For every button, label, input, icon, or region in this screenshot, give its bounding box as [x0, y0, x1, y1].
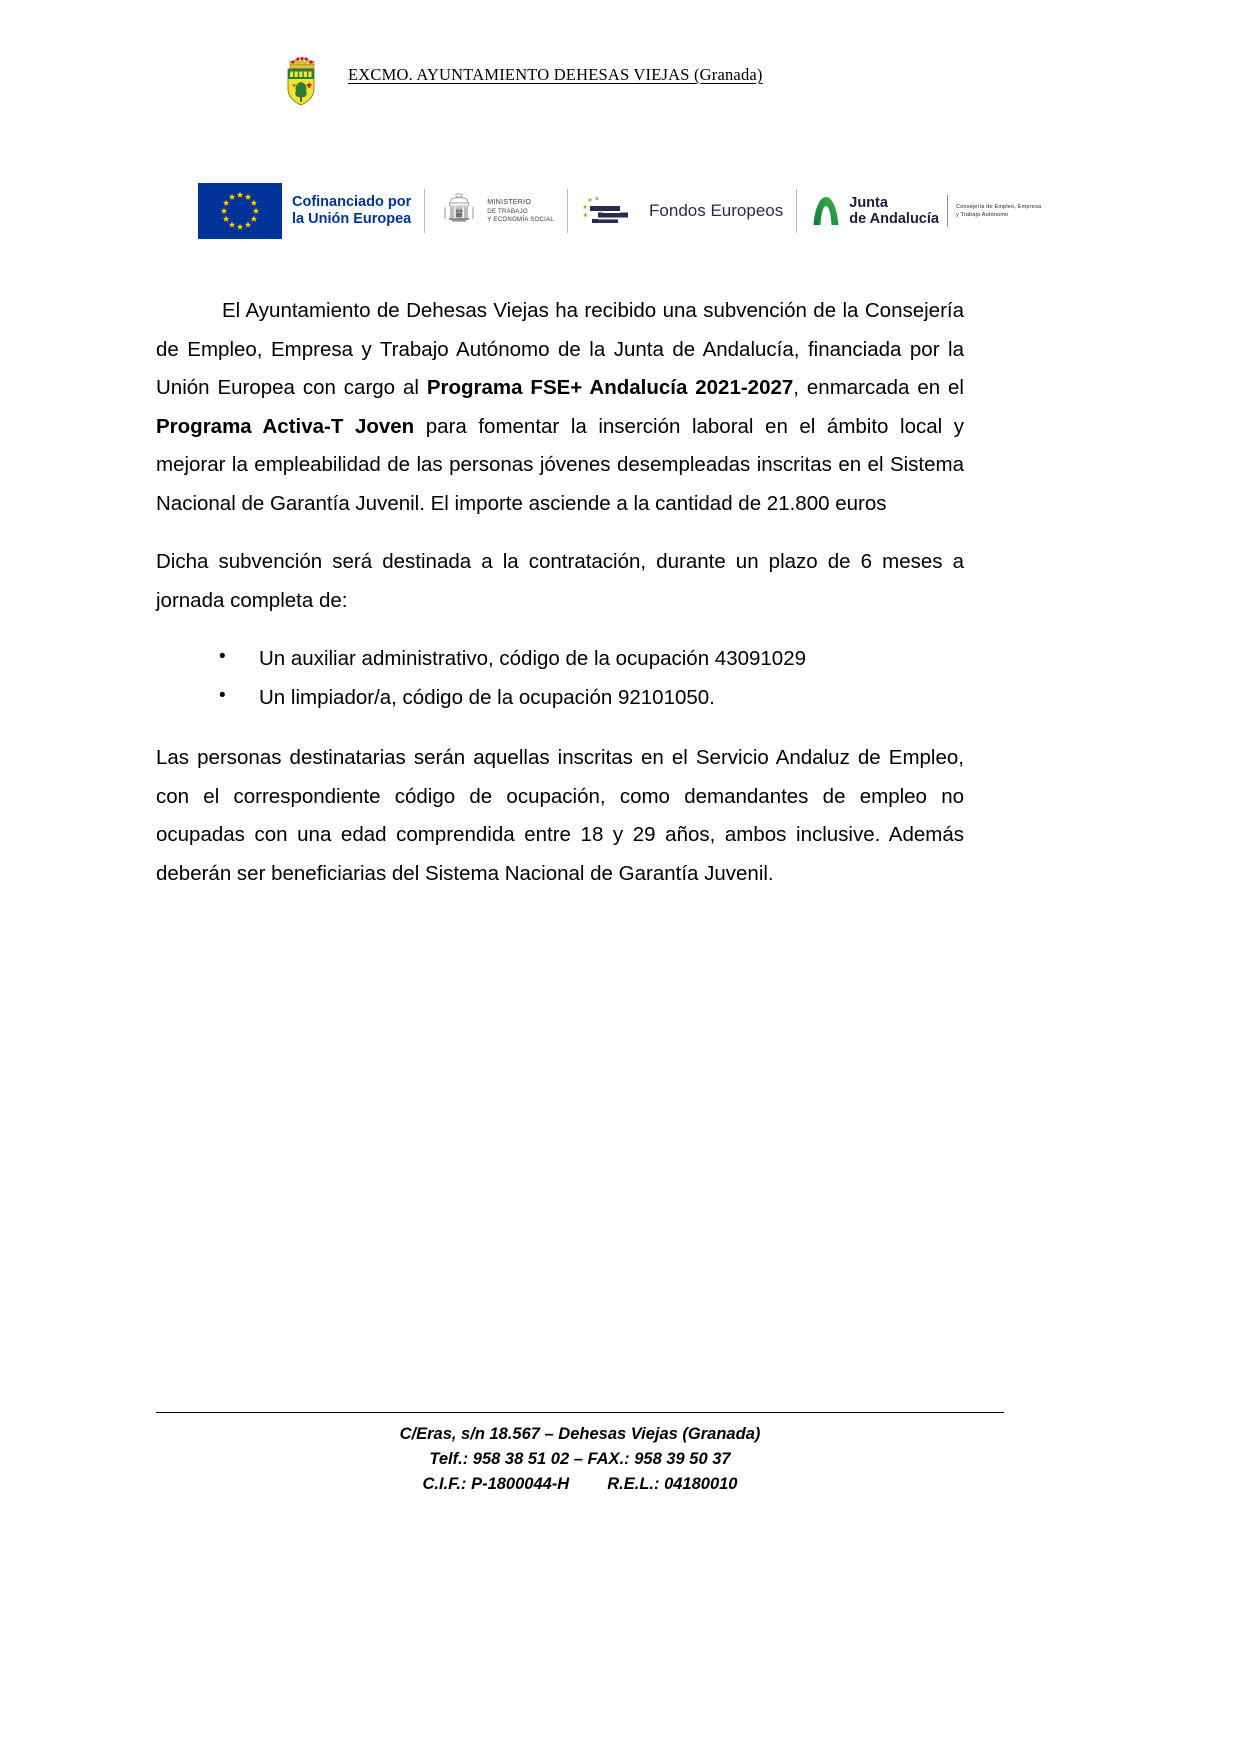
- p1-program-activat: Programa Activa-T Joven: [156, 414, 415, 438]
- job-positions-list: [156, 640, 964, 717]
- paragraph-contract-intro: Dicha subvención será destinada a la contratación, durante un plazo de 6 meses a jornada completa de:: [156, 550, 964, 612]
- junta-line2: de Andalucía: [849, 211, 939, 227]
- footer-phone: Telf.: 958 38 51 02 – FAX.: 958 39 50 37: [429, 1450, 731, 1469]
- consejeria-line1: Consejería de Empleo, Empresa: [955, 203, 1042, 210]
- logo-divider-3: [796, 189, 797, 233]
- paragraph-beneficiaries: Las personas destinatarias serán aquellas inscritas en el Servicio Andaluz de Empleo, con el correspondiente código de ocupación, como demandantes de empleo no ocupadas con una edad comprendida entre 18 y 29 años, ambos inclusive. Además deberán ser beneficiarias del Sistema Nacional de Garantía Juvenil.: [156, 746, 964, 885]
- p1-part-e: para fomentar la inserción laboral en el ámbito local y mejorar la empleabilidad de las personas jóvenes desempleadas inscritas en el Sistema Nacional de Garantía Juvenil. El importe asciende a la cantidad de 21.800 euros: [156, 414, 964, 515]
- footer-ids: [156, 1472, 1004, 1497]
- fondos-europeos-logo: [581, 194, 783, 228]
- junta-andalucia-arch-icon: [810, 194, 842, 228]
- spain-coat-of-arms-icon: [438, 191, 480, 231]
- footer-contact-block: [156, 1422, 1004, 1497]
- footer-address: C/Eras, s/n 18.567 – Dehesas Viejas (Granada): [399, 1425, 761, 1443]
- junta-line1: Junta: [849, 194, 888, 211]
- fondos-europeos-mark-icon: [581, 194, 641, 228]
- junta-separator: [947, 195, 948, 227]
- footer-rel: R.E.L.: 04180010: [607, 1475, 738, 1494]
- p1-part-a: El Ayuntamiento de Dehesas Viejas ha recibido una subvención de la Consejería de Empleo, Empresa y Trabajo Autónomo de la Junta de Andalucía, financiada por la Unión Europea con cargo al: [156, 299, 964, 400]
- ministerio-label: [487, 198, 554, 223]
- ministerio-line3: Y ECONOMÍA SOCIAL: [487, 215, 555, 223]
- coat-of-arms-icon: [283, 52, 319, 107]
- paragraph-grant-description: [156, 292, 964, 523]
- consejeria-line2: y Trabajo Autónomo: [955, 212, 1009, 218]
- funding-logos-band: [198, 183, 1042, 239]
- logo-divider-1: [424, 189, 425, 233]
- junta-andalucia-label: [849, 195, 939, 227]
- p1-program-fse: Programa FSE+ Andalucía 2021-2027: [426, 376, 794, 400]
- logo-divider-2: [567, 189, 568, 233]
- letterhead: [0, 52, 1241, 107]
- list-item: • Un auxiliar administrativo, código de la ocupación 43091029: [219, 640, 964, 679]
- eu-flag-icon: [198, 183, 282, 239]
- eu-cofunding-logo: [198, 183, 411, 239]
- ministerio-line2: DE TRABAJO: [487, 207, 528, 215]
- eu-label-line2: la Unión Europea: [292, 211, 412, 227]
- p1-part-c: , enmarcada en el: [793, 376, 964, 400]
- footer-divider: [156, 1412, 1004, 1413]
- ministerio-line1: MINISTERIO: [487, 198, 532, 207]
- footer-cif: C.I.F.: P-1800044-H: [422, 1475, 570, 1494]
- fondos-europeos-label: Fondos Europeos: [649, 201, 784, 220]
- junta-andalucia-logo: [810, 194, 1041, 228]
- letterhead-title: EXCMO. AYUNTAMIENTO DEHESAS VIEJAS (Granada): [348, 65, 763, 84]
- ministerio-logo: [438, 191, 554, 231]
- document-body: [156, 292, 964, 913]
- eu-cofunding-label: [292, 194, 411, 228]
- junta-consejeria-label: [956, 203, 1041, 219]
- list-item: • Un limpiador/a, código de la ocupación 92101050.: [219, 679, 964, 718]
- eu-label-line1: Cofinanciado por: [292, 193, 412, 210]
- page-footer: [156, 1412, 1004, 1497]
